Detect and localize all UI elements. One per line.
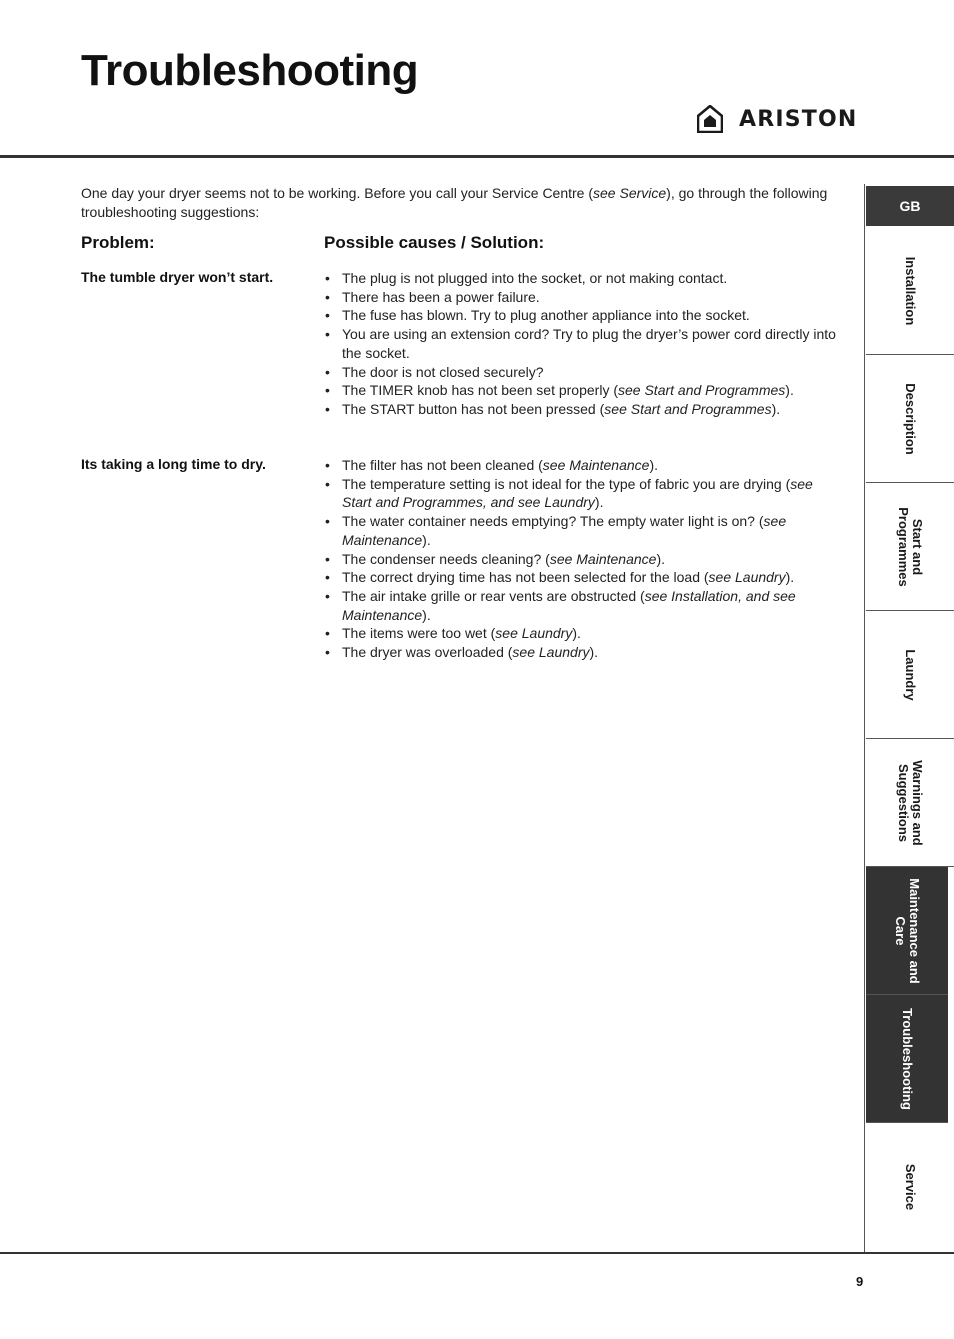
- list-item: • You are using an extension cord? Try to plug the dryer’s power cord directly into the socket.: [324, 325, 836, 362]
- tab-label: Troubleshooting: [900, 1007, 915, 1110]
- tab-maintenance-and-care[interactable]: [866, 867, 948, 995]
- solution-column-heading: Possible causes / Solution:: [324, 233, 545, 252]
- tab-troubleshooting[interactable]: [866, 995, 948, 1123]
- intro-text: One day your dryer seems not to be working. Before you call your Service Centre (see Service), go through the following troubleshooting suggestions:: [81, 185, 828, 220]
- tab-installation[interactable]: [866, 227, 954, 355]
- list-item: • The door is not closed securely?: [324, 363, 836, 382]
- list-item: • The filter has not been cleaned (see Maintenance).: [324, 456, 836, 475]
- tab-service[interactable]: [866, 1123, 954, 1251]
- page-number: 9: [856, 1274, 864, 1289]
- tab-description[interactable]: [866, 355, 954, 483]
- tab-label: Laundry: [903, 648, 918, 701]
- list-item: • The temperature setting is not ideal for the type of fabric you are drying (see Start and Programmes, and see Laundry).: [324, 475, 836, 512]
- list-item: • The items were too wet (see Laundry).: [324, 624, 836, 643]
- problem-title: Its taking a long time to dry.: [81, 456, 266, 472]
- page-title: Troubleshooting: [81, 46, 419, 95]
- list-item: • The water container needs emptying? The empty water light is on? (see Maintenance).: [324, 512, 836, 549]
- tab-label: Description: [903, 382, 918, 455]
- language-tab-gb[interactable]: GB: [866, 186, 954, 226]
- house-logo-icon: [697, 105, 723, 133]
- tab-laundry[interactable]: [866, 611, 954, 739]
- tab-label: Maintenance and Care: [893, 877, 922, 984]
- tab-start-and-programmes[interactable]: [866, 483, 954, 611]
- list-item: • The TIMER knob has not been set properly (see Start and Programmes).: [324, 381, 836, 400]
- list-item: • The plug is not plugged into the socket, or not making contact.: [324, 269, 836, 288]
- list-item: • The correct drying time has not been selected for the load (see Laundry).: [324, 568, 836, 587]
- cause-list: [324, 456, 836, 662]
- tab-label: Service: [903, 1163, 918, 1211]
- tab-label: Warnings and Suggestions: [896, 759, 925, 846]
- header-divider: [0, 155, 954, 158]
- tab-warnings-and-suggestions[interactable]: [866, 739, 954, 867]
- brand-name: ARISTON: [739, 106, 858, 132]
- list-item: • The fuse has blown. Try to plug another appliance into the socket.: [324, 306, 836, 325]
- list-item: • The dryer was overloaded (see Laundry).: [324, 643, 836, 662]
- cause-list: [324, 269, 836, 419]
- list-item: • The air intake grille or rear vents are obstructed (see Installation, and see Maintenance).: [324, 587, 836, 624]
- brand-logo: [697, 104, 858, 134]
- tab-label: Start and Programmes: [896, 506, 925, 587]
- list-item: • The START button has not been pressed (see Start and Programmes).: [324, 400, 836, 419]
- tab-label: Installation: [903, 256, 918, 325]
- list-item: • There has been a power failure.: [324, 288, 836, 307]
- problem-title: The tumble dryer won’t start.: [81, 269, 274, 285]
- sidebar-divider: [864, 184, 865, 1254]
- service-reference: see Service: [593, 185, 667, 201]
- list-item: • The condenser needs cleaning? (see Maintenance).: [324, 550, 836, 569]
- footer-divider: [0, 1252, 954, 1254]
- problem-column-heading: Problem:: [81, 233, 155, 252]
